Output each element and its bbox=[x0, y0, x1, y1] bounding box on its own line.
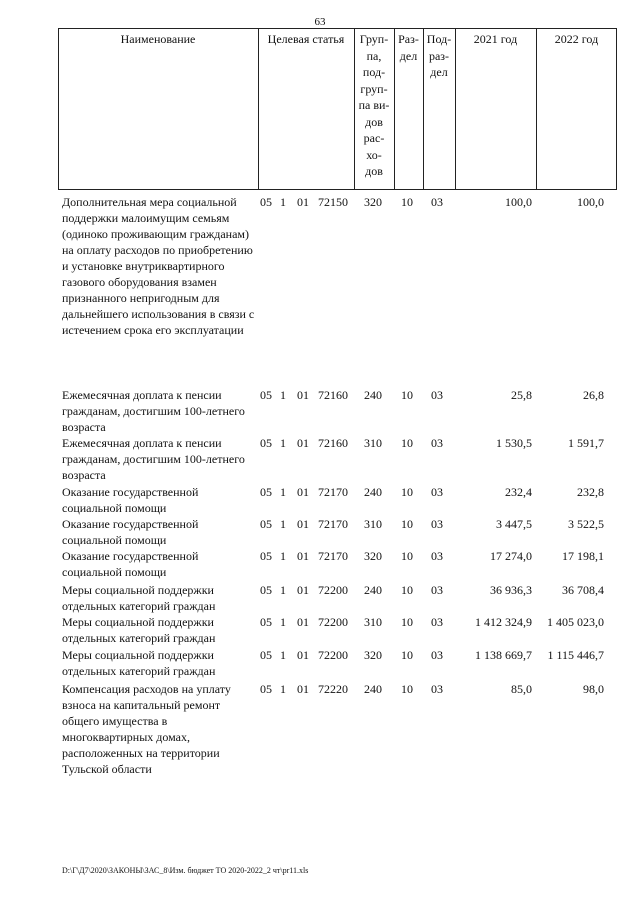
row-section: 10 bbox=[401, 388, 413, 402]
row-name: Ежемесячная доплата к пенсии гражданам, достигшим 100-летнего возраста bbox=[62, 388, 245, 434]
row-sub: 03 bbox=[431, 648, 443, 662]
row-sub: 03 bbox=[431, 388, 443, 402]
row-section: 10 bbox=[401, 682, 413, 696]
table-header bbox=[58, 28, 617, 190]
row-k4: 72170 bbox=[318, 517, 348, 531]
row-section: 10 bbox=[401, 583, 413, 597]
row-2022-value: 1 115 446,7 bbox=[547, 648, 604, 662]
row-2021-value: 1 412 324,9 bbox=[475, 615, 532, 629]
row-k2: 1 bbox=[280, 195, 286, 209]
row-k3: 01 bbox=[297, 583, 309, 597]
row-k3: 01 bbox=[297, 517, 309, 531]
row-name: Дополнительная мера социальной поддержки малоимущим семьям (одиноко проживающим гражданам) на оплату расходов по приобретению и установке внутриквартирного газового оборудования взамен признанного непригодным для дальнейшего использования в связи с истечением срока его эксплуатации bbox=[62, 195, 255, 337]
header-top-border bbox=[58, 28, 617, 29]
header-divider bbox=[616, 28, 617, 190]
row-name: Меры социальной поддержки отдельных категорий граждан bbox=[62, 648, 216, 678]
row-group: 310 bbox=[364, 436, 382, 450]
row-2021-value: 232,4 bbox=[505, 485, 532, 499]
row-group: 240 bbox=[364, 583, 382, 597]
row-name: Оказание государственной социальной помощи bbox=[62, 485, 199, 515]
row-k4: 72200 bbox=[318, 583, 348, 597]
row-group: 320 bbox=[364, 195, 382, 209]
row-section: 10 bbox=[401, 517, 413, 531]
row-2021-value: 25,8 bbox=[511, 388, 532, 402]
row-k3: 01 bbox=[297, 549, 309, 563]
row-name: Оказание государственной социальной помощи bbox=[62, 549, 199, 579]
row-section: 10 bbox=[401, 648, 413, 662]
row-k2: 1 bbox=[280, 485, 286, 499]
row-2021-value: 100,0 bbox=[505, 195, 532, 209]
row-k2: 1 bbox=[280, 615, 286, 629]
row-name: Меры социальной поддержки отдельных категорий граждан bbox=[62, 615, 216, 645]
header-divider bbox=[258, 28, 259, 190]
header-divider bbox=[58, 28, 59, 190]
row-k3: 01 bbox=[297, 648, 309, 662]
row-name: Оказание государственной социальной помощи bbox=[62, 517, 199, 547]
row-2022-value: 98,0 bbox=[583, 682, 604, 696]
row-2021-value: 1 530,5 bbox=[496, 436, 532, 450]
row-k4: 72160 bbox=[318, 388, 348, 402]
header-bottom-border bbox=[58, 189, 617, 190]
row-k1: 05 bbox=[260, 583, 272, 597]
row-group: 240 bbox=[364, 682, 382, 696]
row-name: Компенсация расходов на уплату взноса на капитальный ремонт общего имущества в многоквартирных домах, расположенных на территории Тульской области bbox=[62, 682, 231, 776]
row-sub: 03 bbox=[431, 549, 443, 563]
row-sub: 03 bbox=[431, 682, 443, 696]
row-2022-value: 1 405 023,0 bbox=[547, 615, 604, 629]
row-group: 240 bbox=[364, 485, 382, 499]
row-k1: 05 bbox=[260, 485, 272, 499]
header-subsection: Под- раз- дел bbox=[426, 32, 452, 79]
row-k3: 01 bbox=[297, 485, 309, 499]
row-2021-value: 36 936,3 bbox=[490, 583, 532, 597]
row-2022-value: 26,8 bbox=[583, 388, 604, 402]
row-section: 10 bbox=[401, 485, 413, 499]
row-2021-value: 1 138 669,7 bbox=[475, 648, 532, 662]
row-k3: 01 bbox=[297, 682, 309, 696]
header-section: Раз- дел bbox=[398, 32, 419, 63]
row-section: 10 bbox=[401, 195, 413, 209]
row-2022-value: 17 198,1 bbox=[562, 549, 604, 563]
row-k2: 1 bbox=[280, 549, 286, 563]
row-sub: 03 bbox=[431, 583, 443, 597]
row-k3: 01 bbox=[297, 388, 309, 402]
row-2022-value: 232,8 bbox=[577, 485, 604, 499]
row-group: 310 bbox=[364, 517, 382, 531]
header-divider bbox=[455, 28, 456, 190]
row-k4: 72170 bbox=[318, 549, 348, 563]
row-k4: 72200 bbox=[318, 648, 348, 662]
header-expense-group: Груп- па, под- груп- па ви- дов рас- хо- дов bbox=[358, 32, 390, 178]
row-k4: 72200 bbox=[318, 615, 348, 629]
row-k2: 1 bbox=[280, 648, 286, 662]
page-number: 63 bbox=[314, 16, 326, 28]
row-sub: 03 bbox=[431, 195, 443, 209]
row-k1: 05 bbox=[260, 436, 272, 450]
row-2022-value: 36 708,4 bbox=[562, 583, 604, 597]
row-k4: 72170 bbox=[318, 485, 348, 499]
row-group: 320 bbox=[364, 648, 382, 662]
row-k4: 72160 bbox=[318, 436, 348, 450]
row-k1: 05 bbox=[260, 517, 272, 531]
row-group: 320 bbox=[364, 549, 382, 563]
row-sub: 03 bbox=[431, 485, 443, 499]
row-k1: 05 bbox=[260, 682, 272, 696]
row-k2: 1 bbox=[280, 583, 286, 597]
row-k4: 72150 bbox=[318, 195, 348, 209]
row-group: 310 bbox=[364, 615, 382, 629]
row-k1: 05 bbox=[260, 195, 272, 209]
row-name: Меры социальной поддержки отдельных категорий граждан bbox=[62, 583, 216, 613]
row-k2: 1 bbox=[280, 517, 286, 531]
row-k4: 72220 bbox=[318, 682, 348, 696]
row-sub: 03 bbox=[431, 517, 443, 531]
header-divider bbox=[536, 28, 537, 190]
header-2021: 2021 год bbox=[473, 32, 518, 46]
file-path-footer: D:\Г\Д7\2020\ЗАКОНЫ\ЗАС_8\Изм. бюджет ТО 2020-2022_2 чт\pr11.xls bbox=[62, 866, 309, 875]
row-k1: 05 bbox=[260, 615, 272, 629]
row-section: 10 bbox=[401, 549, 413, 563]
row-k1: 05 bbox=[260, 648, 272, 662]
row-section: 10 bbox=[401, 436, 413, 450]
header-target-article: Целевая статья bbox=[267, 32, 345, 46]
row-2021-value: 3 447,5 bbox=[496, 517, 532, 531]
row-2022-value: 100,0 bbox=[577, 195, 604, 209]
row-2021-value: 85,0 bbox=[511, 682, 532, 696]
row-k2: 1 bbox=[280, 388, 286, 402]
row-k2: 1 bbox=[280, 436, 286, 450]
header-name: Наименование bbox=[120, 32, 196, 46]
row-2022-value: 1 591,7 bbox=[568, 436, 604, 450]
row-k1: 05 bbox=[260, 549, 272, 563]
row-k3: 01 bbox=[297, 195, 309, 209]
row-2022-value: 3 522,5 bbox=[568, 517, 604, 531]
header-2022: 2022 год bbox=[554, 32, 599, 46]
row-k3: 01 bbox=[297, 615, 309, 629]
row-k1: 05 bbox=[260, 388, 272, 402]
row-sub: 03 bbox=[431, 615, 443, 629]
row-2021-value: 17 274,0 bbox=[490, 549, 532, 563]
row-k2: 1 bbox=[280, 682, 286, 696]
row-sub: 03 bbox=[431, 436, 443, 450]
row-group: 240 bbox=[364, 388, 382, 402]
row-k3: 01 bbox=[297, 436, 309, 450]
row-section: 10 bbox=[401, 615, 413, 629]
row-name: Ежемесячная доплата к пенсии гражданам, достигшим 100-летнего возраста bbox=[62, 436, 245, 482]
